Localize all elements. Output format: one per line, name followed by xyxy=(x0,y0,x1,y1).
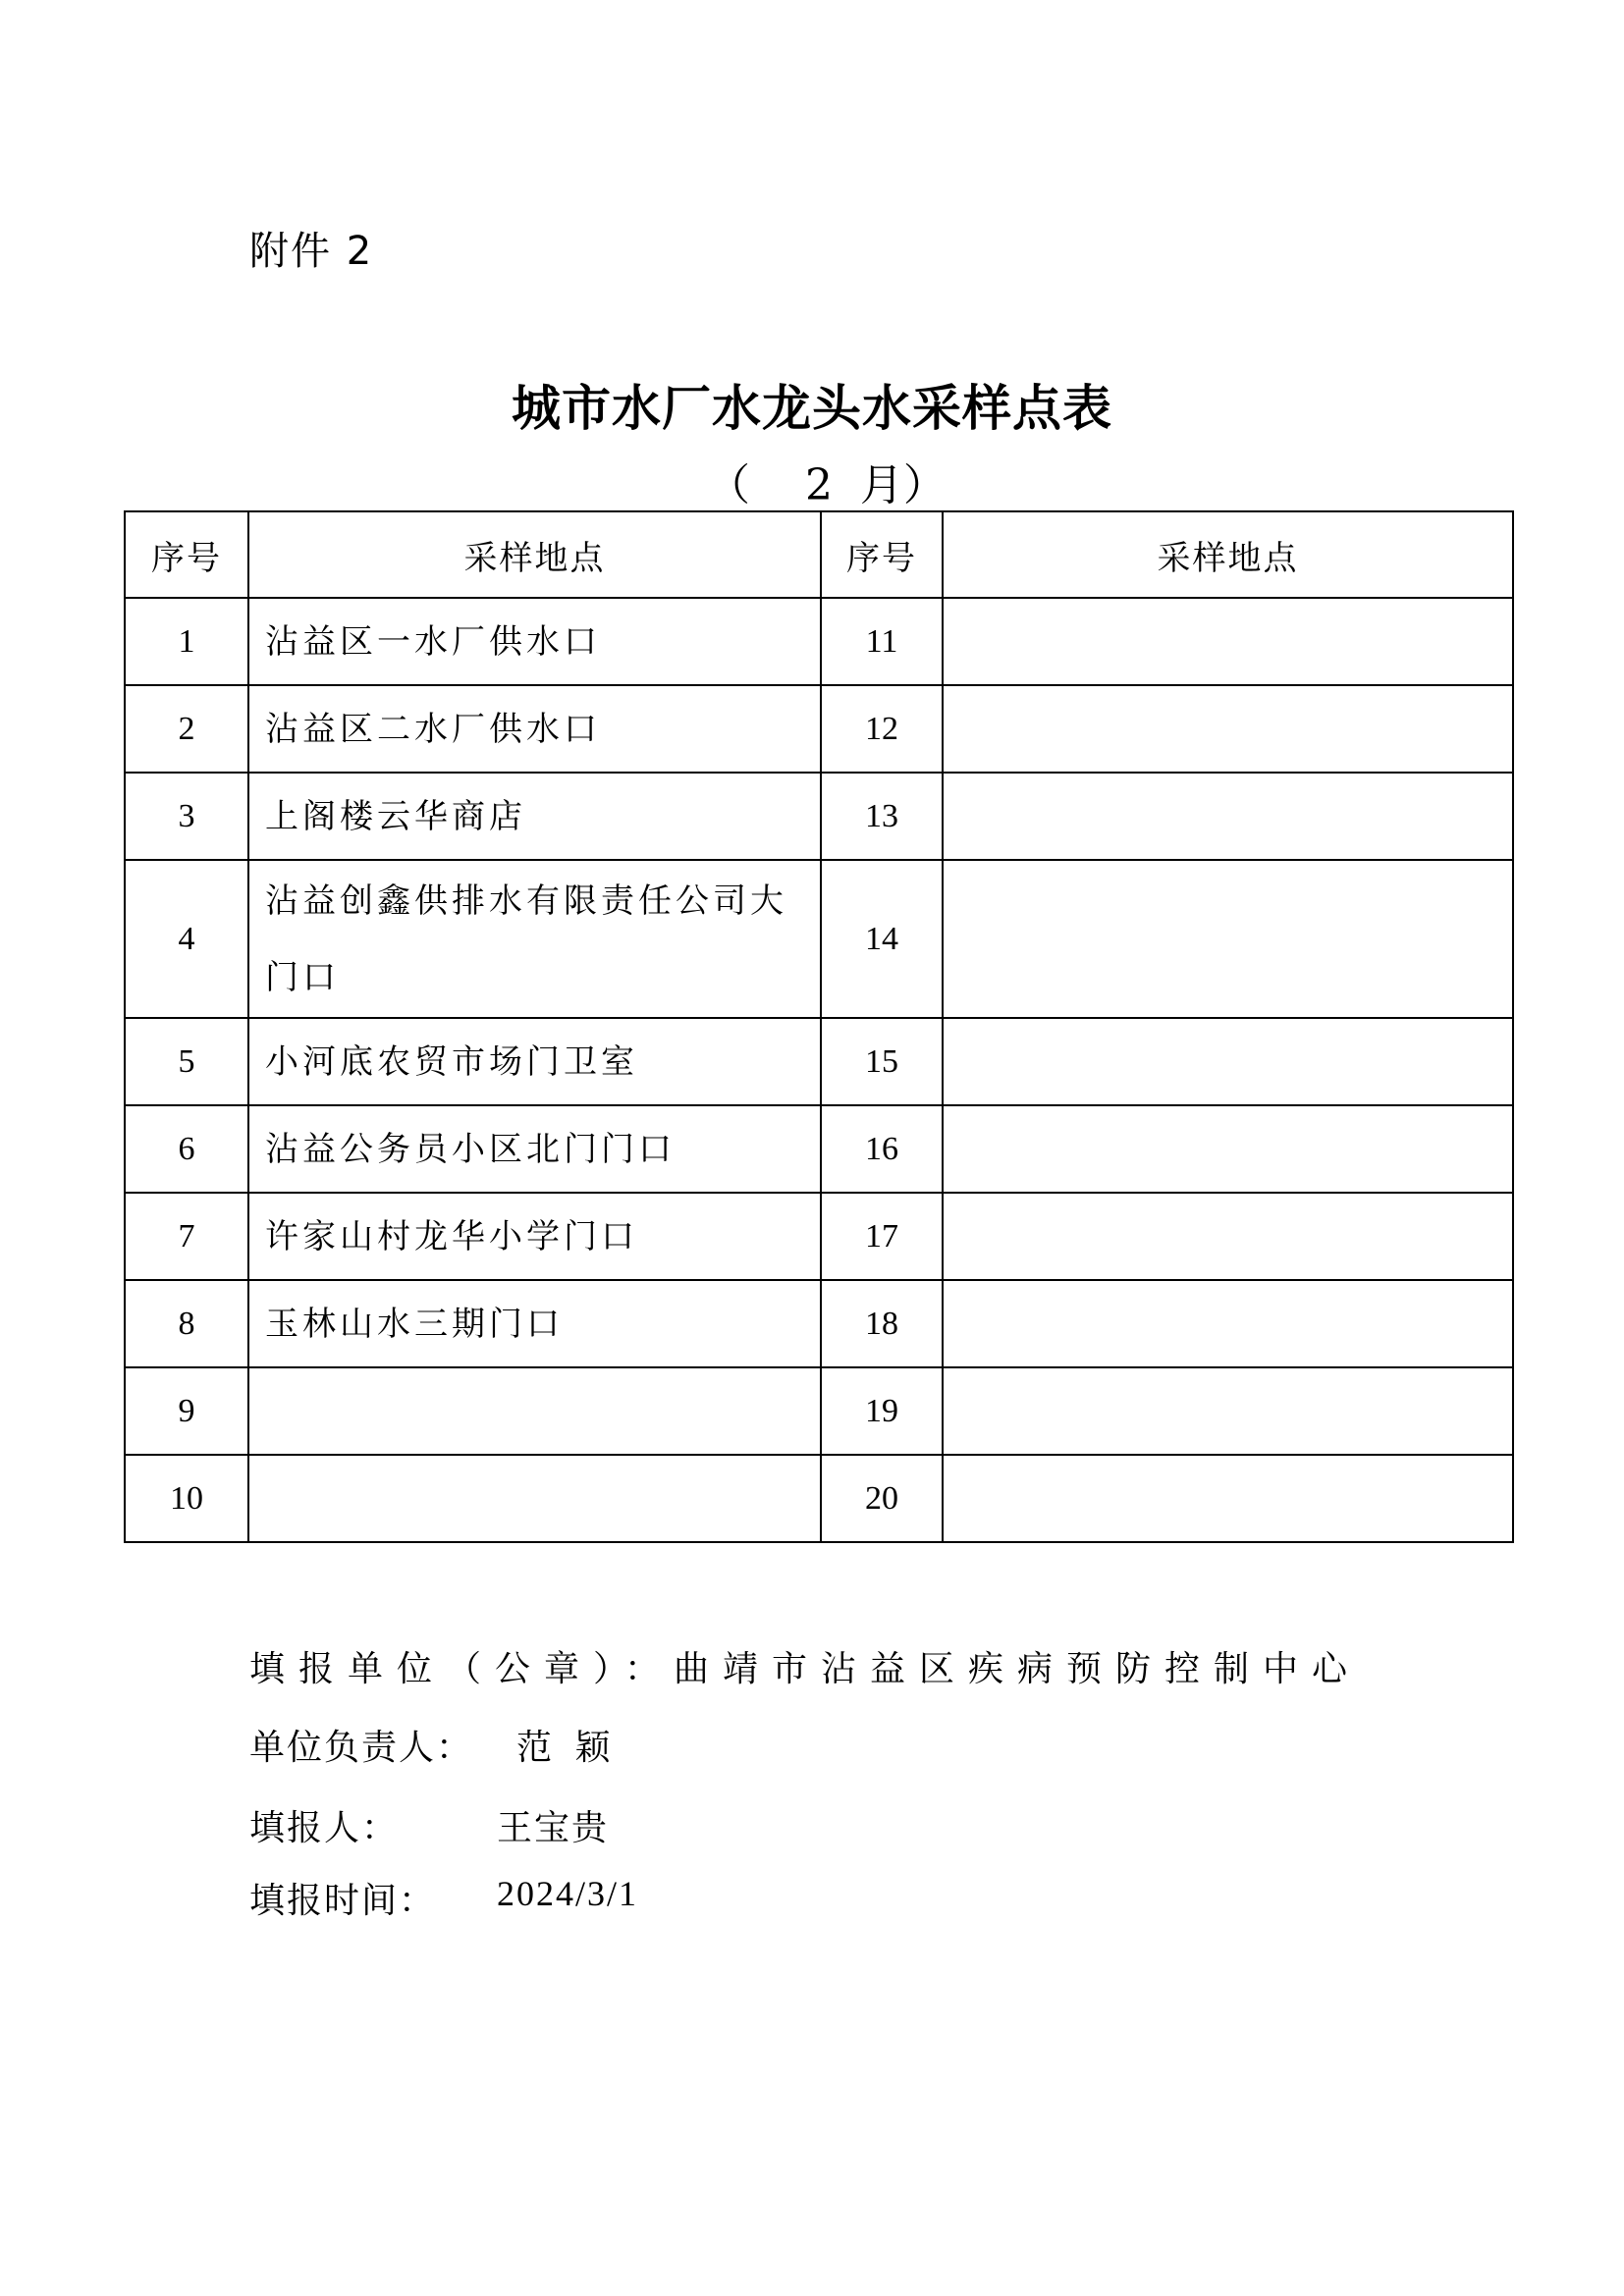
row-location-left xyxy=(248,1455,821,1542)
footer-leader-value: 范 颖 xyxy=(516,1728,617,1768)
row-seq-right: 14 xyxy=(821,860,943,1018)
row-location-left: 上阁楼云华商店 xyxy=(248,773,821,860)
row-seq-right: 15 xyxy=(821,1018,943,1105)
header-location-right: 采样地点 xyxy=(943,511,1513,598)
table-row xyxy=(125,598,1513,685)
row-location-left: 许家山村龙华小学门口 xyxy=(248,1193,821,1280)
table-row xyxy=(125,685,1513,773)
row-location-right xyxy=(943,598,1513,685)
footer-reporter-value: 王宝贵 xyxy=(497,1808,610,1848)
row-seq-right: 20 xyxy=(821,1455,943,1542)
row-seq-right: 13 xyxy=(821,773,943,860)
row-location-left: 沾益区一水厂供水口 xyxy=(248,598,821,685)
footer-leader-line xyxy=(249,1720,617,1770)
row-seq-left: 4 xyxy=(125,860,248,1018)
row-seq-right: 18 xyxy=(821,1280,943,1367)
footer-date-label: 填报时间： xyxy=(249,1881,437,1921)
row-seq-left: 3 xyxy=(125,773,248,860)
page-title: 城市水厂水龙头水采样点表 xyxy=(512,380,1112,437)
sampling-points-table xyxy=(124,510,1514,1543)
row-seq-left: 8 xyxy=(125,1280,248,1367)
attachment-label: 附件 2 xyxy=(249,229,374,274)
footer-unit-line xyxy=(249,1641,1361,1691)
header-seq-right: 序号 xyxy=(821,511,943,598)
row-location-left: 沾益区二水厂供水口 xyxy=(248,685,821,773)
row-seq-left: 6 xyxy=(125,1105,248,1193)
row-location-right xyxy=(943,1018,1513,1105)
header-location-left: 采样地点 xyxy=(248,511,821,598)
footer-date-line xyxy=(249,1873,639,1923)
row-location-left: 沾益创鑫供排水有限责任公司大门口 xyxy=(248,860,821,1018)
footer-leader-label: 单位负责人： xyxy=(249,1728,474,1768)
row-seq-right: 11 xyxy=(821,598,943,685)
table-row xyxy=(125,773,1513,860)
row-location-right xyxy=(943,1193,1513,1280)
row-location-right xyxy=(943,773,1513,860)
row-seq-right: 12 xyxy=(821,685,943,773)
month-subtitle: （ 2 月） xyxy=(707,460,947,510)
footer-reporter-line xyxy=(249,1800,610,1850)
table-row xyxy=(125,860,1513,1018)
row-seq-left: 7 xyxy=(125,1193,248,1280)
header-seq-left: 序号 xyxy=(125,511,248,598)
row-location-right xyxy=(943,685,1513,773)
footer-date-value: 2024/3/1 xyxy=(497,1874,639,1913)
row-location-left: 小河底农贸市场门卫室 xyxy=(248,1018,821,1105)
footer-unit-value: 曲靖市沾益区疾病预防控制中心 xyxy=(674,1649,1362,1689)
table-row xyxy=(125,1280,1513,1367)
table-row xyxy=(125,1105,1513,1193)
footer-reporter-label: 填报人： xyxy=(249,1808,400,1848)
table-row xyxy=(125,1367,1513,1455)
row-seq-left: 5 xyxy=(125,1018,248,1105)
row-seq-right: 19 xyxy=(821,1367,943,1455)
row-seq-right: 17 xyxy=(821,1193,943,1280)
row-location-right xyxy=(943,860,1513,1018)
row-location-right xyxy=(943,1367,1513,1455)
row-location-left xyxy=(248,1367,821,1455)
row-location-left: 沾益公务员小区北门门口 xyxy=(248,1105,821,1193)
row-seq-left: 2 xyxy=(125,685,248,773)
row-seq-left: 9 xyxy=(125,1367,248,1455)
table-row xyxy=(125,1193,1513,1280)
table-row xyxy=(125,1018,1513,1105)
row-location-right xyxy=(943,1105,1513,1193)
row-seq-left: 10 xyxy=(125,1455,248,1542)
table-row xyxy=(125,1455,1513,1542)
row-location-right xyxy=(943,1280,1513,1367)
footer-unit-label: 填报单位（公章）： xyxy=(249,1649,675,1689)
row-location-right xyxy=(943,1455,1513,1542)
table-header-row xyxy=(125,511,1513,598)
row-seq-left: 1 xyxy=(125,598,248,685)
row-seq-right: 16 xyxy=(821,1105,943,1193)
row-location-left: 玉林山水三期门口 xyxy=(248,1280,821,1367)
